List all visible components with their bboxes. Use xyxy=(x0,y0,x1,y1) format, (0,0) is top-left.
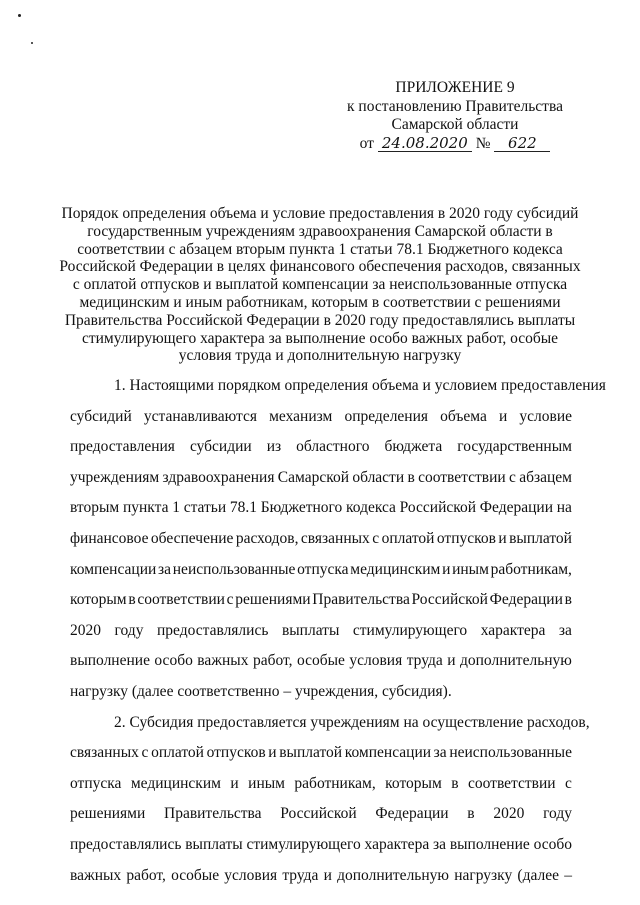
body-word: труда xyxy=(282,866,319,884)
body-word: 2020 xyxy=(493,805,525,823)
body-word: оплатой xyxy=(151,744,204,762)
body-word: учреждениям xyxy=(70,468,160,486)
body-word: году xyxy=(114,621,144,639)
handwritten-date: 24.08.2020 xyxy=(378,135,472,152)
body-word: предоставлялись xyxy=(70,835,182,853)
body-word: с xyxy=(141,744,149,762)
body-word: характера xyxy=(480,621,546,639)
body-word: субсидии xyxy=(189,438,252,456)
body-word: вторым xyxy=(70,499,120,517)
body-line: нагрузку (далее соответственно – учреждения, субсидия). xyxy=(70,682,452,700)
body-line: 1. Настоящими порядком определения объема и условием предоставления xyxy=(114,377,606,394)
body-line xyxy=(70,524,572,555)
body-word: связанных xyxy=(70,744,139,762)
title-line: стимулирующего характера за выполнение особо важных работ, особые xyxy=(81,329,559,347)
body-word: расходов, xyxy=(235,529,299,547)
body-word: соответствии xyxy=(468,774,556,792)
body-word: выплатой xyxy=(279,744,343,762)
body-word: нагрузку xyxy=(454,866,513,884)
body-word: связанных xyxy=(300,529,370,547)
body-word: условие xyxy=(519,407,572,425)
appendix-title: ПРИЛОЖЕНИЕ 9 xyxy=(395,79,515,96)
body-word: иным xyxy=(248,774,285,792)
body-line xyxy=(70,463,572,494)
body-word: стимулирующего xyxy=(246,835,361,853)
body-word: Бюджетного xyxy=(260,499,343,517)
body-word: и xyxy=(323,866,332,884)
body-word: решениями xyxy=(235,591,311,609)
body-word: с xyxy=(226,591,234,609)
body-word: соответствии xyxy=(418,468,506,486)
body-word: и xyxy=(268,744,277,762)
body-word: отпуска xyxy=(70,774,122,792)
body-word: труда xyxy=(406,652,443,670)
body-word: предоставлялись xyxy=(156,621,269,639)
body-word: медицинским xyxy=(350,560,441,578)
body-line xyxy=(70,555,572,586)
body-word: которым xyxy=(70,591,127,609)
body-word: решениями xyxy=(70,805,146,823)
body-word: определения xyxy=(344,407,429,425)
body-word: за xyxy=(558,621,572,639)
body-word: которым xyxy=(385,774,442,792)
body-word: (далее xyxy=(517,866,559,884)
body-word: 78.1 xyxy=(229,499,258,517)
body-word: в xyxy=(407,468,415,486)
body-word: компенсации xyxy=(70,560,157,578)
body-word: Федерации xyxy=(489,591,563,609)
title-line: Российской Федерации в целях финансового обеспечения расходов, связанных xyxy=(59,258,581,276)
title-line: Порядок определения объема и условие предоставления в 2020 году субсидий xyxy=(61,205,579,222)
body-word: Российской xyxy=(280,805,357,823)
body-word: работ, xyxy=(252,652,293,670)
body-word: в xyxy=(128,591,136,609)
body-word: Самарской xyxy=(277,468,349,486)
body-word: государственным xyxy=(457,438,572,456)
from-label: от xyxy=(359,134,374,152)
title-line: с оплатой отпусков и выплатой компенсации за неиспользованные отпуска xyxy=(72,276,568,294)
body-word: и xyxy=(230,774,239,792)
body-word: Российской xyxy=(399,499,477,517)
body-word: областного xyxy=(296,438,370,456)
body-word: за xyxy=(158,560,172,578)
body-word: иным xyxy=(452,560,489,578)
body-line: 2. Субсидия предоставляется учреждениям на осуществление расходов, xyxy=(114,713,590,731)
body-word: характера xyxy=(364,835,430,853)
body-word: отпусков xyxy=(436,529,496,547)
body-word: с xyxy=(372,529,380,547)
body-word: выполнение xyxy=(70,652,150,670)
body-word: и xyxy=(498,529,507,547)
body-word: Российской xyxy=(411,591,488,609)
body-word: здравоохранения xyxy=(162,468,275,486)
appendix-header xyxy=(340,79,570,153)
body-word: и xyxy=(442,560,451,578)
body-word: 1 xyxy=(172,499,180,517)
body-word: в xyxy=(451,774,459,792)
body-word: за xyxy=(433,835,447,853)
body-word: бюджета xyxy=(384,438,443,456)
body-line xyxy=(70,861,572,892)
body-line xyxy=(70,432,572,463)
body-word: выплаты xyxy=(185,835,243,853)
title-line: условия труда и дополнительную нагрузку xyxy=(178,347,462,365)
title-line: медицинским и иным работникам, которым в соответствии с решениями xyxy=(79,293,561,311)
body-line xyxy=(70,402,572,433)
body-word: работникам, xyxy=(294,774,376,792)
body-word: обеспечение xyxy=(150,529,234,547)
body-word: устанавливаются xyxy=(143,407,258,425)
body-line xyxy=(70,769,572,800)
appendix-decree-ref: к постановлению Правительства xyxy=(347,97,563,115)
body-word: отпусков xyxy=(206,744,266,762)
handwritten-number: 622 xyxy=(494,135,550,152)
body-word: Правительства xyxy=(312,591,410,609)
body-word: важных xyxy=(70,866,122,884)
body-word: неиспользованные xyxy=(449,744,572,762)
body-word: и xyxy=(498,407,508,425)
body-word: соответствии xyxy=(137,591,225,609)
body-word: оплатой xyxy=(381,529,435,547)
body-word: предоставления xyxy=(70,438,175,456)
body-word: пункта xyxy=(122,499,169,517)
body-word: компенсации xyxy=(344,744,432,762)
document-title xyxy=(55,205,585,365)
document-body xyxy=(70,371,606,891)
body-word: статьи xyxy=(183,499,227,517)
body-word: особо xyxy=(533,835,572,853)
body-word: на xyxy=(556,499,572,517)
body-word: в xyxy=(467,805,475,823)
body-word: выплаты xyxy=(281,621,340,639)
body-line xyxy=(70,799,572,830)
body-word: Федерации xyxy=(479,499,553,517)
body-word: медицинским xyxy=(130,774,221,792)
scan-speck xyxy=(31,42,33,44)
body-word: особые xyxy=(296,652,345,670)
body-word: объема xyxy=(440,407,487,425)
body-word: дополнительную xyxy=(337,866,449,884)
body-word: с xyxy=(565,774,572,792)
title-line: соответствии с абзацем вторым пункта 1 статьи 78.1 Бюджетного кодекса xyxy=(77,240,563,258)
body-word: работникам, xyxy=(490,560,572,578)
appendix-date-number-row xyxy=(340,135,570,154)
body-line xyxy=(70,646,572,677)
body-word: из xyxy=(266,438,282,456)
body-word: субсидий xyxy=(70,407,132,425)
body-word: стимулирующего xyxy=(352,621,468,639)
body-word: – xyxy=(564,866,572,884)
title-line: Правительства Российской Федерации в 2020 году предоставлялись выплаты xyxy=(64,311,576,329)
body-word: отпуска xyxy=(297,560,349,578)
body-word: выполнение xyxy=(449,835,530,853)
scan-speck xyxy=(18,14,21,17)
body-word: работ, xyxy=(126,866,166,884)
body-line xyxy=(70,493,572,524)
number-label: № xyxy=(475,134,491,152)
body-word: кодекса xyxy=(346,499,396,517)
body-word: особо xyxy=(154,652,193,670)
body-word: в xyxy=(564,591,572,609)
body-word: году xyxy=(543,805,572,823)
body-word: с xyxy=(509,468,516,486)
body-word: неиспользованные xyxy=(172,560,296,578)
body-line xyxy=(70,616,572,647)
body-word: условия xyxy=(349,652,403,670)
body-line xyxy=(70,738,572,769)
title-line: государственным учреждениям здравоохранения Самарской области в xyxy=(87,222,553,240)
appendix-region: Самарской области xyxy=(391,116,519,133)
body-word: за xyxy=(433,744,447,762)
body-word: и xyxy=(447,652,456,670)
body-word: условия xyxy=(224,866,278,884)
body-word: дополнительную xyxy=(460,652,572,670)
body-word: механизм xyxy=(269,407,333,425)
body-word: Федерации xyxy=(375,805,449,823)
body-word: 2020 xyxy=(70,621,101,639)
body-line xyxy=(70,830,572,861)
body-word: абзацем xyxy=(519,468,572,486)
body-word: финансовое xyxy=(70,529,149,547)
body-line xyxy=(70,585,572,616)
body-word: важных xyxy=(197,652,249,670)
body-word: выплатой xyxy=(509,529,572,547)
body-word: Правительства xyxy=(164,805,262,823)
body-word: области xyxy=(352,468,405,486)
body-word: особые xyxy=(171,866,220,884)
